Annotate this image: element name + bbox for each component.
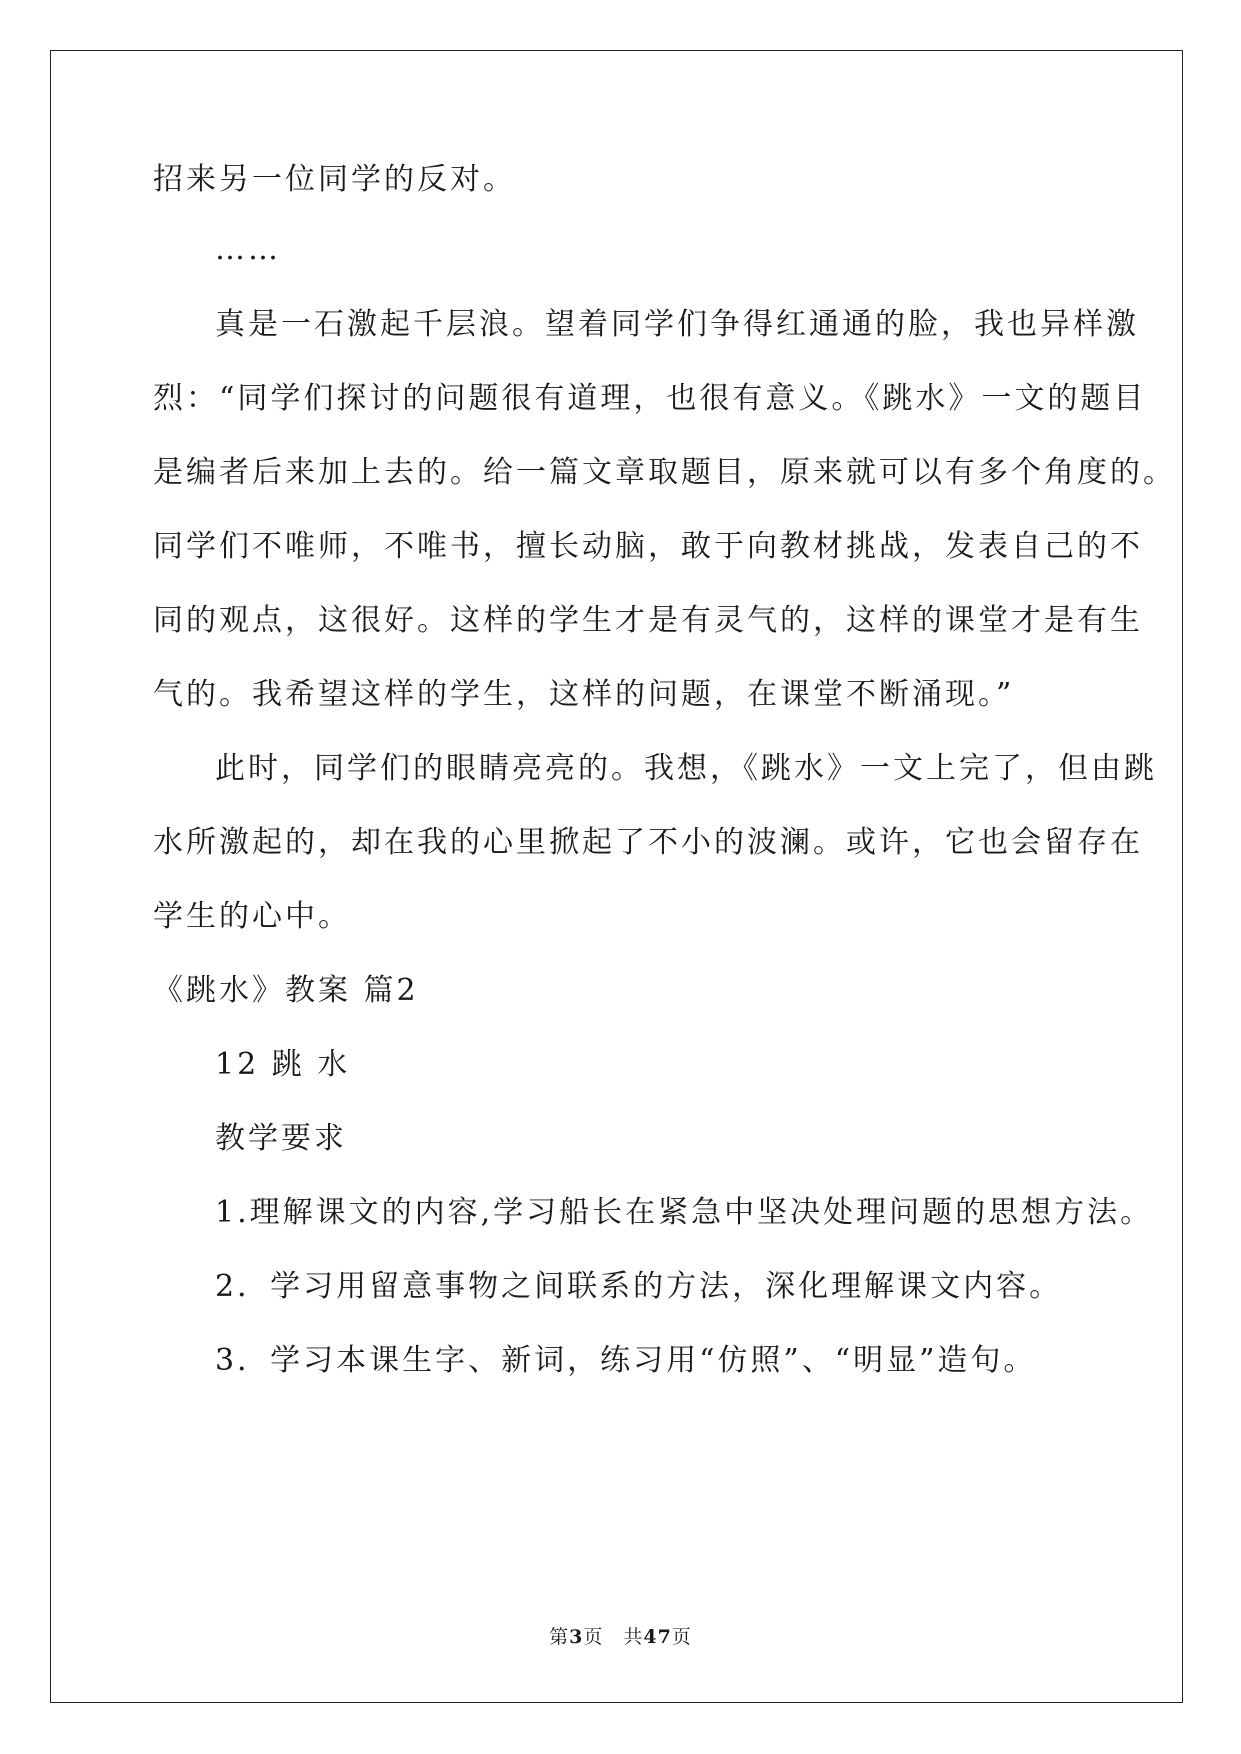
page-border bbox=[50, 50, 1183, 1703]
paragraph-line: 同学们不唯师，不唯书，擅长动脑，敢于向教材挑战，发表自己的不 bbox=[153, 529, 1143, 564]
paragraph-line: 气的。我希望这样的学生，这样的问题，在课堂不断涌现。” bbox=[153, 677, 1015, 712]
paragraph-line: 烈：“同学们探讨的问题很有道理，也很有意义。《跳水》一文的题目 bbox=[153, 381, 1147, 416]
current-page-number: 3 bbox=[569, 1626, 584, 1648]
requirement-item: 1.理解课文的内容,学习船长在紧急中坚决处理问题的思想方法。 bbox=[215, 1195, 1154, 1230]
paragraph-line: 学生的心中。 bbox=[153, 899, 351, 934]
paragraph-line: 是编者后来加上去的。给一篇文章取题目，原来就可以有多个角度的。 bbox=[153, 455, 1176, 490]
footer-mid: 页 共 bbox=[583, 1626, 644, 1648]
paragraph-line: 真是一石激起千层浪。望着同学们争得红通通的脸，我也异样激 bbox=[215, 307, 1139, 342]
ellipsis-line: …… bbox=[215, 232, 281, 267]
section-heading: 《跳水》教案 篇2 bbox=[153, 973, 419, 1008]
requirement-item: 3．学习本课生字、新词，练习用“仿照”、“明显”造句。 bbox=[215, 1343, 1037, 1378]
requirement-item: 2．学习用留意事物之间联系的方法，深化理解课文内容。 bbox=[215, 1269, 1063, 1304]
paragraph-line: 水所激起的，却在我的心里掀起了不小的波澜。或许，它也会留存在 bbox=[153, 825, 1143, 860]
paragraph-line: 此时，同学们的眼睛亮亮的。我想，《跳水》一文上完了，但由跳 bbox=[215, 751, 1157, 786]
total-page-count: 47 bbox=[643, 1626, 672, 1648]
footer-prefix: 第 bbox=[549, 1626, 570, 1648]
paragraph-line: 同的观点，这很好。这样的学生才是有灵气的，这样的课堂才是有生 bbox=[153, 603, 1143, 638]
lesson-title: 12 跳 水 bbox=[215, 1047, 351, 1082]
page-footer bbox=[0, 1625, 1241, 1649]
footer-suffix: 页 bbox=[671, 1626, 692, 1648]
subheading-requirements: 教学要求 bbox=[215, 1121, 347, 1156]
paragraph-line: 招来另一位同学的反对。 bbox=[153, 162, 516, 197]
